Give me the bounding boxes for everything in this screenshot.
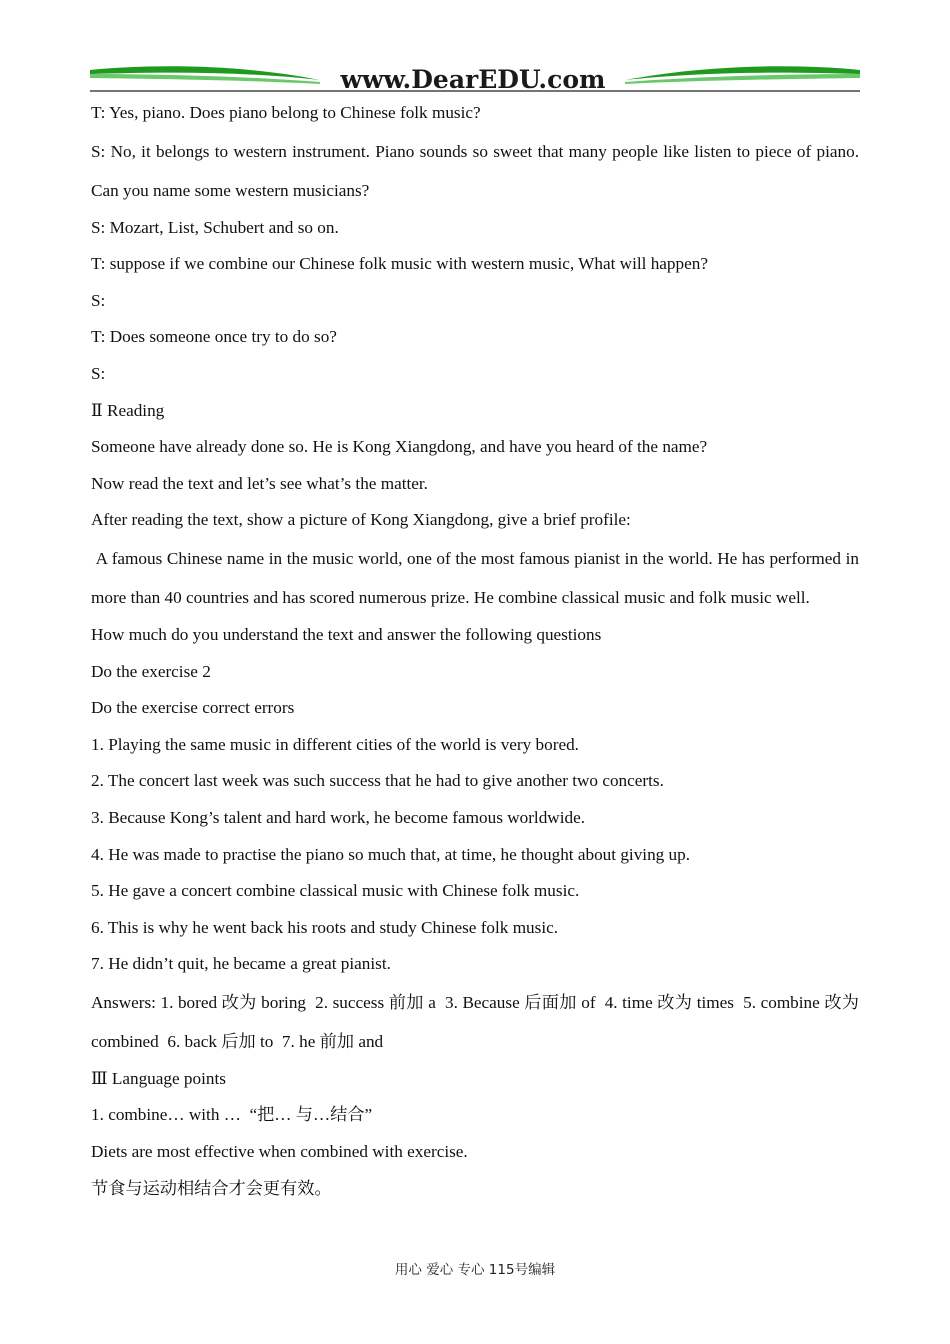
exercise-item: 7. He didn’t quit, he became a great pianist. xyxy=(91,954,391,974)
text-line: Do the exercise correct errors xyxy=(91,698,295,718)
exercise-item: 6. This is why he went back his roots and study Chinese folk music. xyxy=(91,917,559,937)
text-line: Now read the text and let’s see what’s the matter. xyxy=(91,473,428,493)
text-line: Diets are most effective when combined with exercise. xyxy=(91,1142,468,1162)
section-heading: Ⅲ Language points xyxy=(91,1068,226,1088)
text-line: T: Does someone once try to do so? xyxy=(91,327,337,347)
exercise-item: 5. He gave a concert combine classical music with Chinese folk music. xyxy=(91,881,580,901)
text-line: S: No, it belongs to western instrument. Piano sounds so sweet that many people like listen to piece of piano. Can you name some western musicians? xyxy=(91,141,859,200)
text-line: S: xyxy=(91,290,106,310)
site-logo-text: www.DearEDU.com xyxy=(340,65,606,94)
text-line: S: xyxy=(91,363,106,383)
profile-paragraph: A famous Chinese name in the music world, one of the most famous pianist in the world. He has performed in more than 40 countries and has scored numerous prize. He combine classical music and folk music well. xyxy=(91,548,864,607)
text-line: Do the exercise 2 xyxy=(91,661,211,681)
header-banner xyxy=(90,62,860,96)
page-footer: 用心 爱心 专心 115号编辑 xyxy=(394,1262,556,1278)
text-line: How much do you understand the text and answer the following questions xyxy=(91,624,602,644)
answers-paragraph: Answers: 1. bored 改为 boring 2. success 前加 a 3. Because 后面加 of 4. time 改为 times 5. combine 改为 combined 6. back 后加 to 7. he 前加 and xyxy=(91,992,864,1051)
text-line: 1. combine… with … “把… 与…结合” xyxy=(91,1105,373,1125)
exercise-item: 1. Playing the same music in different cities of the world is very bored. xyxy=(91,734,579,754)
exercise-item: 3. Because Kong’s talent and hard work, he become famous worldwide. xyxy=(91,807,585,827)
text-line: 节食与运动相结合才会更有效。 xyxy=(91,1178,332,1198)
exercise-item: 2. The concert last week was such success that he had to give another two concerts. xyxy=(91,771,664,791)
section-heading: Ⅱ Reading xyxy=(91,400,165,420)
text-line: Someone have already done so. He is Kong Xiangdong, and have you heard of the name? xyxy=(91,437,708,457)
header-swoosh-graphic xyxy=(90,62,860,96)
exercise-item: 4. He was made to practise the piano so much that, at time, he thought about giving up. xyxy=(91,844,691,864)
document-body xyxy=(91,95,864,1207)
text-line: T: suppose if we combine our Chinese folk music with western music, What will happen? xyxy=(91,254,708,274)
text-line: S: Mozart, List, Schubert and so on. xyxy=(91,217,339,237)
text-line: After reading the text, show a picture of Kong Xiangdong, give a brief profile: xyxy=(91,510,631,530)
text-line: T: Yes, piano. Does piano belong to Chinese folk music? xyxy=(91,103,481,122)
